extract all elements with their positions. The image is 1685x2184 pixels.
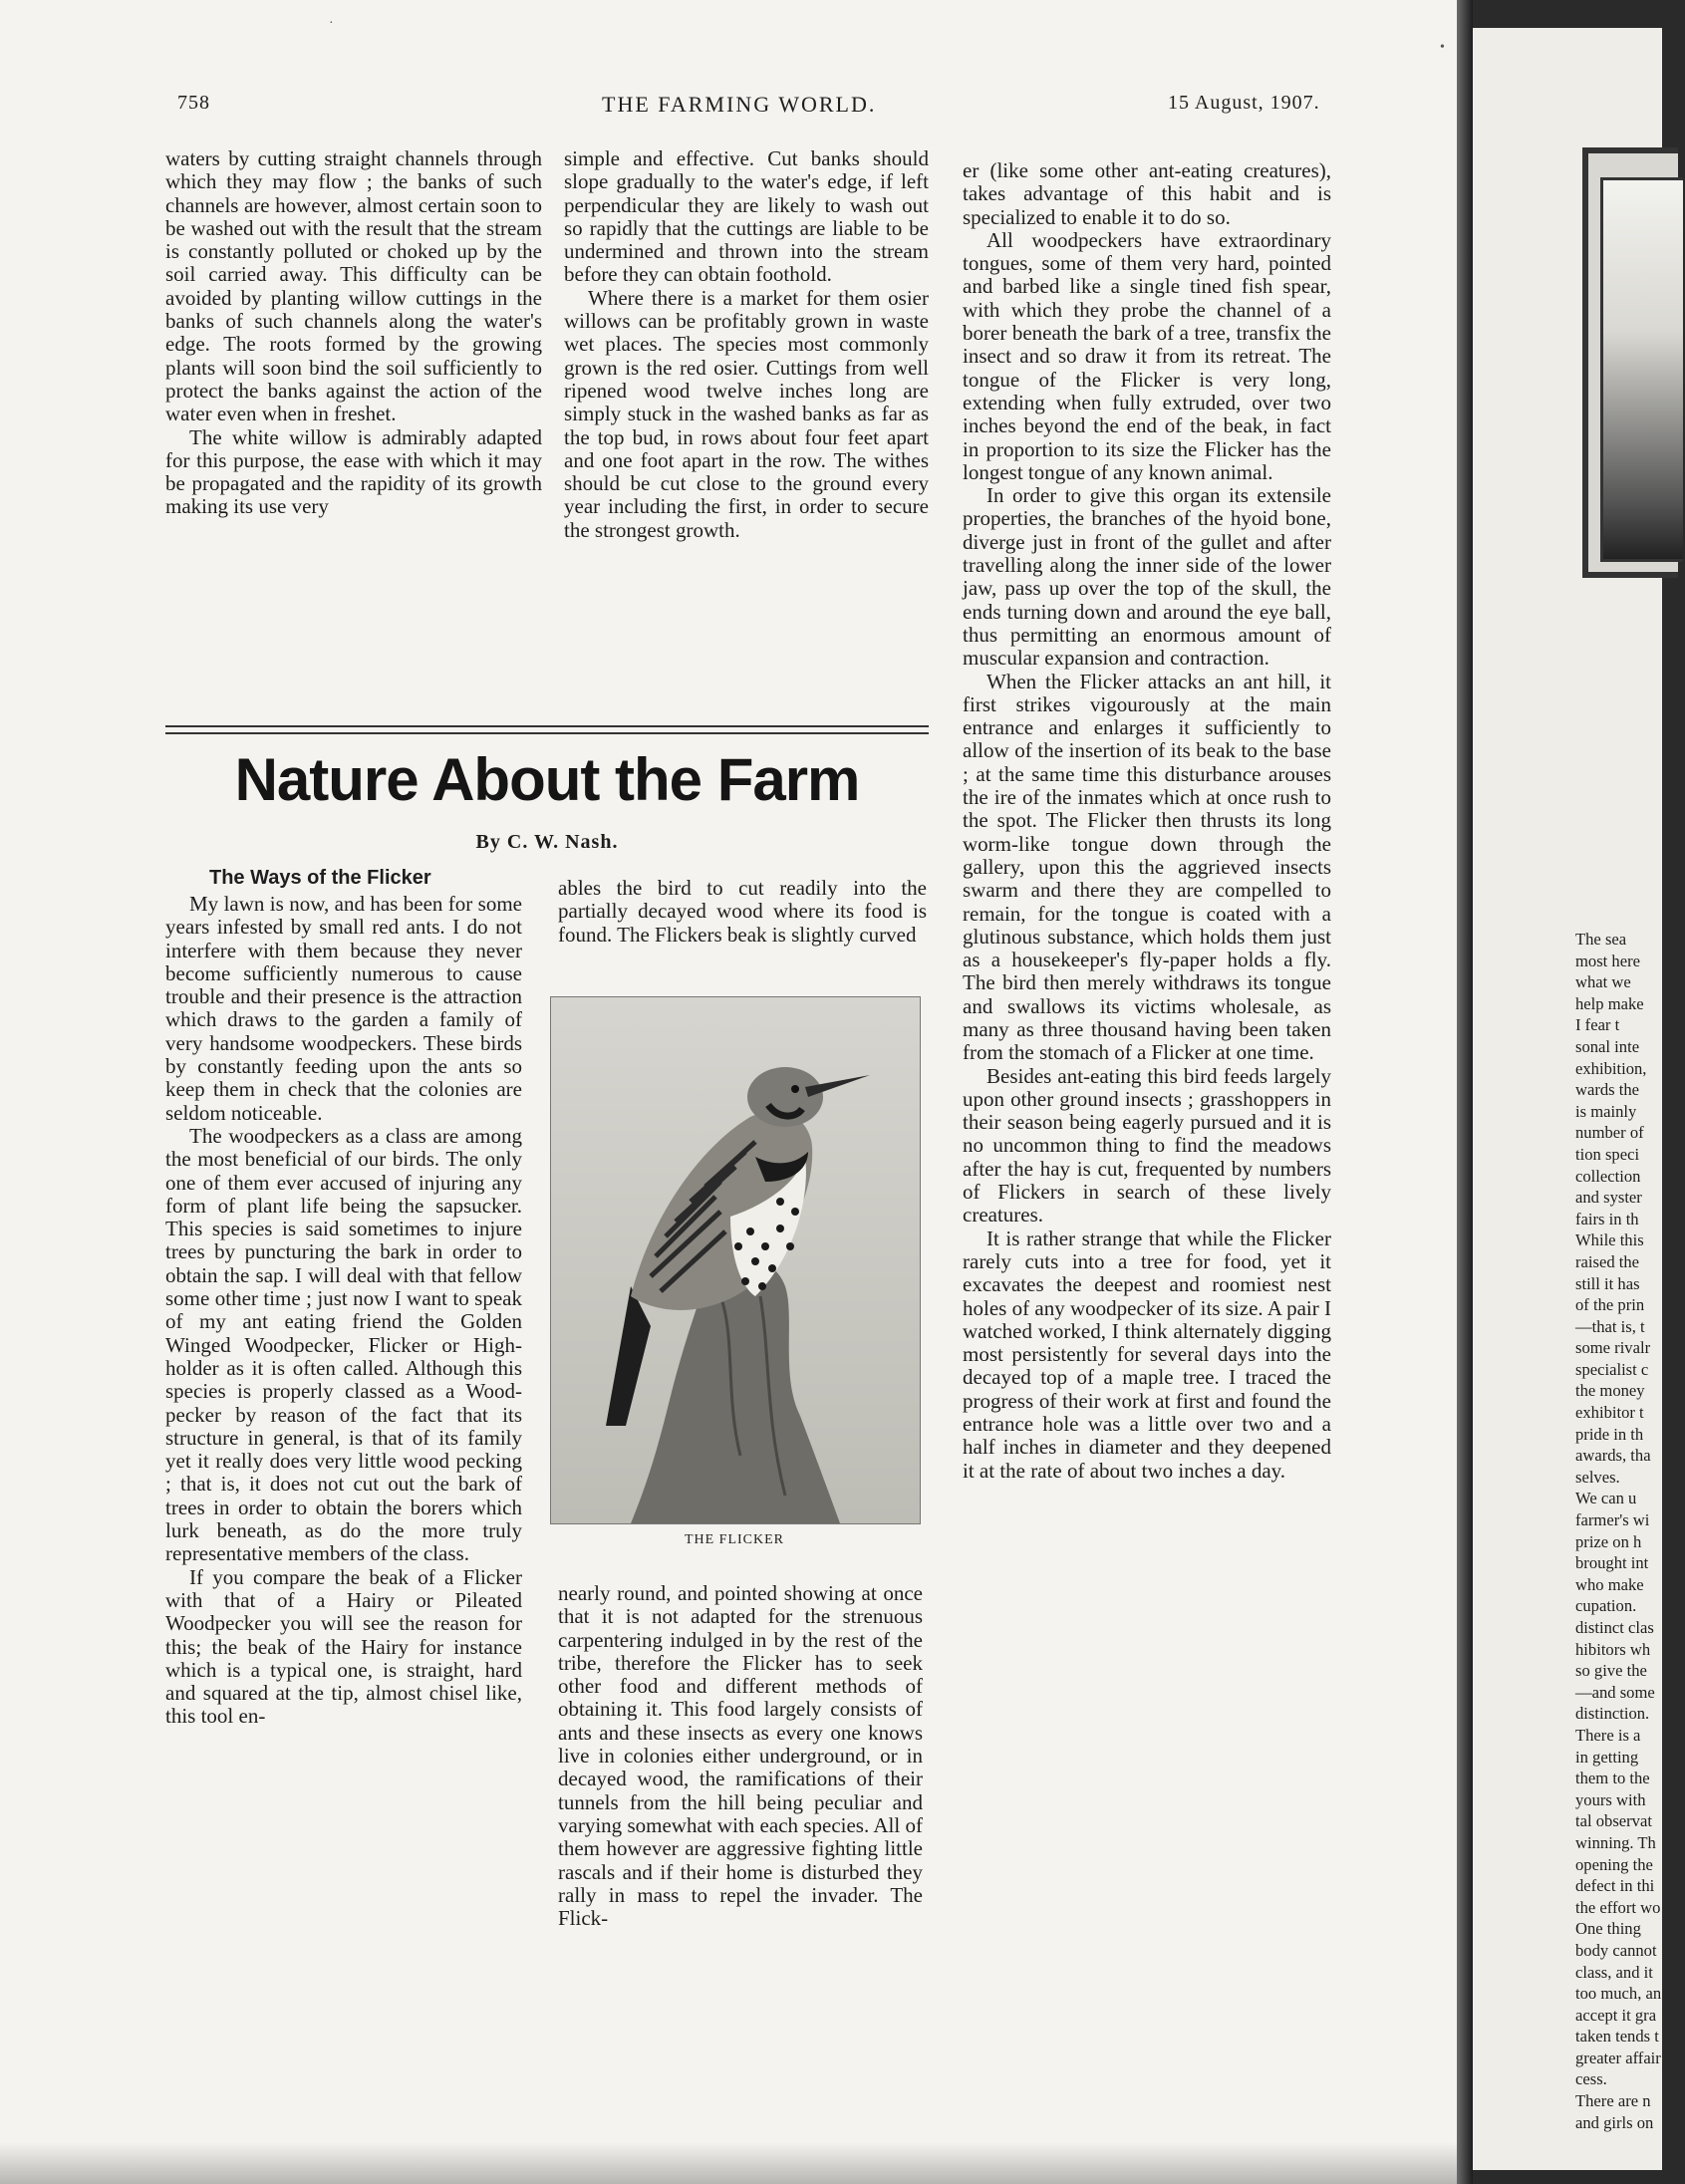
right-page-text-line: collection (1575, 1166, 1641, 1186)
section-divider-rule (165, 725, 929, 734)
right-page-text-line: tal observat (1575, 1811, 1652, 1831)
top-column-2 (564, 147, 929, 542)
right-page-text-line: and girls on (1575, 2112, 1654, 2132)
article-subhead: The Ways of the Flicker (209, 867, 431, 889)
right-page-fragment (1473, 28, 1662, 2170)
right-page-text-line: so give the (1575, 1661, 1647, 1681)
right-page-text-line: There are n (1575, 2091, 1651, 2111)
paragraph: nearly round, and pointed showing at once that it is not adapted for the strenuous carpentering indulged in by the rest of the tribe, therefore the Flicker has to seek other food and different methods of obtaining it. This food largely consists of ants and these insects as every one knows live in colonies either underground, or in decayed wood, the ramifications of their tunnels from the hill being peculiar and varying somewhat with each species. All of them however are aggressive fighting little rascals and if their home is disturbed they rally in mass to repel the invader. The Flick- (558, 1581, 923, 1931)
right-page-text-line: the money (1575, 1381, 1645, 1401)
right-page-text-line: accept it gra (1575, 2005, 1657, 2025)
right-page-text-line: who make (1575, 1574, 1644, 1594)
right-page-text-line: sonal inte (1575, 1036, 1640, 1056)
right-page-text-line: the effort wo (1575, 1897, 1661, 1917)
right-page-text-line: farmer's wi (1575, 1510, 1650, 1530)
right-page-text-line: One thing (1575, 1919, 1641, 1939)
right-page-text-line: winning. Th (1575, 1832, 1656, 1852)
paragraph: waters by cutting straight channels through which they may flow ; the banks of such channels are however, almost certain soon to be washed out with the result that the stream is constantly polluted or choked up by the soil carried away. This difficulty can be avoided by planting willow cuttings in the banks of such channels along the water's edge. The roots formed by the growing plants will soon bind the soil sufficiently to protect the banks against the action of the water even when in freshet. (165, 146, 542, 426)
right-page-text-line: of the prin (1575, 1295, 1645, 1315)
page-number: 758 (177, 92, 210, 114)
flicker-bird-drawing (551, 997, 920, 1523)
right-page-text-line: While this (1575, 1230, 1644, 1250)
speck-mark: • (1440, 40, 1445, 55)
right-page-text-line: opening the (1575, 1854, 1653, 1874)
paragraph: Where there is a market for them osier willows can be profitably grown in waste wet places. The species most commonly grown is the red osier. Cuttings from well ripened wood twelve inches long are simply stuck in the washed banks as far as the top bud, in rows about four feet apart and one foot apart in the row. The withes should be cut close to the ground every year including the first, in order to secure the strongest growth. (564, 285, 929, 542)
paragraph: If you compare the beak of a Flicker with that of a Hairy or Pileated Woodpecker you will see the reason for this; the beak of the Hairy for instance which is a typical one, is straight, hard and squared at the tip, almost chisel like, this tool en- (165, 1564, 522, 1729)
right-page-text-line: cupation. (1575, 1596, 1637, 1616)
paragraph: When the Flicker attacks an ant hill, it first strikes vigourously at the main entrance and enlarges it sufficiently to allow of the insertion of its beak to the base ; at the same time this disturbance arouses the ire of the inmates which at once rush to the spot. The Flicker then thrusts its long worm-like tongue down through the gallery, upon this the aggrieved insects swarm and there they are compelled to remain, for the tongue is coated with a glutinous substance, which holds them just as a housekeeper's fly-paper holds a fly. The bird then merely withdraws its tongue and swallows its victims wholesale, as many as three thousand having been taken from the stomach of a Flicker at one time. (963, 669, 1331, 1065)
paragraph: All woodpeckers have extraordinary tongues, some of them very hard, pointed and barbed like a single tined fish spear, with which they probe the channel of a borer beneath the bark of a tree, transfix the insect and so draw it from its retreat. The tongue of the Flicker is very long, extending when fully extruded, over two inches beyond the end of the beak, in fact in proportion to its size the Flicker has the longest tongue of any known animal. (963, 227, 1331, 484)
right-page-text-line: brought int (1575, 1553, 1649, 1573)
paragraph: er (like some other ant-eating creatures), takes advantage of this habit and is specialized to enable it to do so. (963, 158, 1331, 229)
right-page-text-line: is mainly (1575, 1101, 1637, 1121)
right-page-text-line: We can u (1575, 1489, 1637, 1508)
right-page-text-line: greater affair (1575, 2048, 1661, 2067)
right-page-text-line: exhibition, (1575, 1058, 1647, 1078)
right-page-text-line: exhibitor t (1575, 1403, 1644, 1423)
right-page-text-line: The sea (1575, 930, 1627, 949)
book-gutter (1457, 0, 1473, 2184)
speck-mark: · (329, 16, 334, 31)
page-bottom-shadow (0, 2142, 1457, 2184)
right-page-text-column (1575, 929, 1685, 2133)
right-page-text-line: too much, an (1575, 1984, 1662, 2004)
issue-date: 15 August, 1907. (1168, 92, 1320, 114)
right-page-text-line: —that is, t (1575, 1316, 1645, 1336)
right-page-text-line: I fear t (1575, 1015, 1620, 1035)
right-page-text-line: still it has (1575, 1273, 1640, 1293)
right-page-text-line: tion speci (1575, 1144, 1640, 1164)
article-column-2-bottom (558, 1582, 923, 1930)
paragraph: My lawn is now, and has been for some years infested by small red ants. I do not interfere with them because they never become sufficiently numerous to cause trouble and their presence is the attraction which draws to the garden a family of very handsome woodpeckers. These birds by constantly feeding upon the ants so keep them in check that the colonies are seldom noticeable. (165, 892, 522, 1125)
article-column-1 (165, 893, 522, 1729)
right-page-text-line: number of (1575, 1123, 1644, 1143)
right-page-text-line: and syster (1575, 1188, 1642, 1208)
right-page-text-line: in getting (1575, 1747, 1639, 1767)
paragraph: The woodpeckers as a class are among the most beneficial of our birds. The only one of them ever accused of injuring any form of plant life being the sapsucker. This species is said sometimes to injure trees by puncturing the bark in order to obtain the sap. I will deal with that fellow some other time ; just now I want to speak of my ant eating friend the Golden Winged Woodpecker, Flicker or High-holder as it is often called. Although this species is properly classed as a Wood-pecker by reason of the fact that its structure in general, is that of its family yet it really does very little wood pecking ; that is, it does not cut out the bark of trees in order to obtain the borers which lurk beneath, as do the more truly representative members of the class. (165, 1123, 522, 1566)
right-page-text-line: prize on h (1575, 1531, 1642, 1551)
paragraph: In order to give this organ its extensile properties, the branches of the hyoid bone, diverge just in front of the gullet and after travelling along the inner side of the lower jaw, pass up over the top of the skull, the ends turning down and around the eye ball, thus permitting an enormous amount of muscular expansion and contraction. (963, 483, 1331, 671)
right-page-illustration (1600, 177, 1683, 562)
right-page-text-line: awards, tha (1575, 1446, 1651, 1466)
article-column-2-top (558, 877, 927, 947)
right-page-text-line: defect in thi (1575, 1876, 1655, 1896)
right-page-text-line: most here (1575, 951, 1640, 970)
right-page-text-line: distinction. (1575, 1704, 1650, 1724)
right-page-text-line: them to the (1575, 1769, 1650, 1788)
right-page-text-line: selves. (1575, 1467, 1620, 1487)
article-title: Nature About the Farm (234, 746, 860, 813)
right-page-text-line: pride in th (1575, 1424, 1644, 1444)
right-page-text-line: specialist c (1575, 1359, 1649, 1379)
right-page-text-line: taken tends t (1575, 2027, 1659, 2047)
publication-title: THE FARMING WORLD. (602, 92, 877, 117)
right-page-text-line: fairs in th (1575, 1209, 1639, 1228)
right-page-text-line: —and some (1575, 1682, 1655, 1702)
right-page-text-line: cess. (1575, 2069, 1607, 2089)
right-page-text-line: wards the (1575, 1080, 1640, 1100)
article-byline: By C. W. Nash. (475, 831, 619, 853)
right-page-text-line: raised the (1575, 1251, 1640, 1271)
right-page-text-line: distinct clas (1575, 1618, 1654, 1637)
right-page-text-line: hibitors wh (1575, 1639, 1651, 1659)
right-page-text-line: some rivalr (1575, 1338, 1651, 1358)
paragraph: It is rather strange that while the Flicker rarely cuts into a tree for food, yet it excavates the deepest and roomiest nest holes of any woodpecker of its size. A pair I watched worked, I think alternately digging most persistently for several days into the decayed top of a maple tree. I traced the progress of their work at first and found the entrance hole was a little over two and a half inches in diameter and they deepened it at the rate of about two inches a day. (963, 1226, 1331, 1483)
top-column-1 (165, 147, 542, 519)
right-page-text-line: class, and it (1575, 1962, 1653, 1982)
right-page-text-line: help make (1575, 993, 1644, 1013)
paragraph: Besides ant-eating this bird feeds largely upon other ground insects ; grasshoppers in their season being eagerly pursued and it is no uncommon thing to find the meadows after the hay is cut, frequented by numbers of Flickers in search of these lively creatures. (963, 1063, 1331, 1228)
right-page-text-line: what we (1575, 972, 1631, 992)
right-page-text-line: yours with (1575, 1789, 1646, 1809)
article-column-3 (963, 159, 1331, 1483)
paragraph: simple and effective. Cut banks should slope gradually to the water's edge, if left perpendicular they are likely to wash out so rapidly that the cuttings are liable to be undermined and thrown into the stream before they can obtain foothold. (564, 146, 929, 287)
paragraph: The white willow is admirably adapted for this purpose, the ease with which it may be propagated and the rapidity of its growth making its use very (165, 424, 542, 519)
flicker-illustration (550, 996, 921, 1524)
paragraph: ables the bird to cut readily into the partially decayed wood where its food is found. The Flickers beak is slightly curved (558, 876, 927, 947)
right-page-text-line: There is a (1575, 1725, 1641, 1745)
right-page-text-line: body cannot (1575, 1940, 1657, 1960)
figure-caption: THE FLICKER (684, 1532, 785, 1547)
